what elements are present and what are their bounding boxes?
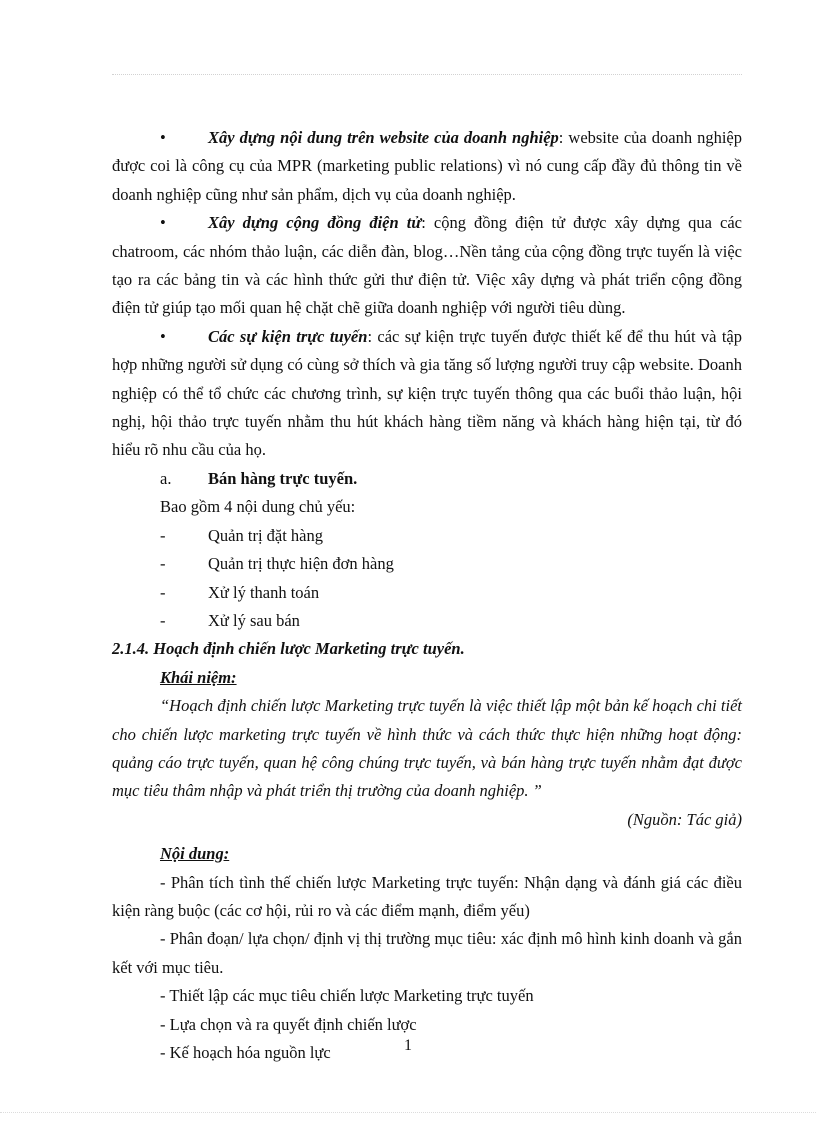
bullet-icon: • xyxy=(160,128,166,147)
bullet-term: Xây dựng nội dung trên website của doanh nghiệp xyxy=(208,128,559,147)
quote-source: (Nguồn: Tác giả) xyxy=(627,809,742,829)
content-line: - Kế hoạch hóa nguồn lực xyxy=(160,1043,331,1062)
concept-label-row xyxy=(112,664,742,692)
bullet-icon: • xyxy=(160,213,166,233)
subsection-heading-online-sales xyxy=(112,465,742,493)
bullet-text: : website của doanh nghiệp được coi là công cụ của MPR (marketing public relations) vì nó cung cấp đầy đủ thông tin về doanh nghiệp cũng như sản phẩm, dịch vụ của doanh nghiệp. xyxy=(112,128,742,204)
content-line: - Lựa chọn và ra quyết định chiến lược xyxy=(160,1014,417,1034)
content-line: - Phân tích tình thế chiến lược Marketing trực tuyến: Nhận dạng và đánh giá các điều kiện ràng buộc (các cơ hội, rủi ro và các điểm mạnh, điểm yếu) xyxy=(112,872,742,920)
page-number: 1 xyxy=(404,1037,412,1054)
list-item xyxy=(112,522,742,550)
list-item xyxy=(112,579,742,607)
list-item-text: Quản trị đặt hàng xyxy=(208,525,324,545)
content-label-row xyxy=(112,840,742,868)
footer-dotted-rule xyxy=(0,1112,816,1113)
list-item-text: Xử lý thanh toán xyxy=(208,582,320,602)
list-item-text: Xử lý sau bán xyxy=(208,610,300,630)
content-line: - Phân đoạn/ lựa chọn/ định vị thị trường mục tiêu: xác định mô hình kinh doanh và gắn kết với mục tiêu. xyxy=(112,929,742,977)
dash-marker: - xyxy=(160,525,166,545)
content-line: - Thiết lập các mục tiêu chiến lược Marketing trực tuyến xyxy=(160,986,534,1006)
list-item-text: Quản trị thực hiện đơn hàng xyxy=(208,554,394,574)
header-dotted-rule xyxy=(112,74,742,75)
list-item xyxy=(112,550,742,578)
dash-marker: - xyxy=(160,582,166,602)
subsection-title: Bán hàng trực tuyến. xyxy=(208,468,358,488)
bullet-paragraph-online-events xyxy=(112,323,742,465)
dash-marker: - xyxy=(160,610,166,630)
sales-intro: Bao gồm 4 nội dung chủ yếu: xyxy=(160,497,356,517)
subsection-label: a. xyxy=(160,468,172,488)
bullet-paragraph-e-community xyxy=(112,209,742,323)
definition-quote: “Hoạch định chiến lược Marketing trực tuyến là việc thiết lập một bản kế hoạch chi tiết cho chiến lược marketing trực tuyến về hình thức và cách thức thực hiện những hoạt động: quảng cáo trực tuyến, quan hệ công chúng trực tuyến, và bán hàng trực tuyến nhằm đạt được mục tiêu thâm nhập và phát triển thị trường của doanh nghiệp. ” xyxy=(112,696,742,801)
bullet-text: : cộng đồng điện tử được xây dựng qua các chatroom, các nhóm thảo luận, các diễn đàn, blog…Nền tảng của cộng đồng trực tuyến là việc tạo ra các bảng tin và các hình thức gửi thư điện tử. Việc xây dựng và phát triển cộng đồng điện tử giúp tạo mối quan hệ chặt chẽ giữa doanh nghiệp với người tiêu dùng. xyxy=(112,213,742,318)
content-label: Nội dung: xyxy=(160,844,230,864)
bullet-icon: • xyxy=(160,326,166,346)
bullet-term: Các sự kiện trực tuyến xyxy=(208,326,368,346)
dash-marker: - xyxy=(160,554,166,574)
bullet-term: Xây dựng cộng đồng điện tử xyxy=(208,213,422,233)
concept-label: Khái niệm: xyxy=(160,667,237,687)
document-body xyxy=(112,124,742,1067)
list-item xyxy=(112,607,742,635)
bullet-paragraph-website-content xyxy=(112,124,742,209)
section-heading: 2.1.4. Hoạch định chiến lược Marketing trực tuyến. xyxy=(112,639,465,659)
bullet-text: : các sự kiện trực tuyến được thiết kế để thu hút và tập hợp những người sử dụng có cùng sở thích và gia tăng số lượng người truy cập website. Doanh nghiệp có thể tổ chức các chương trình, sự kiện trực tuyến thông qua các buổi thảo luận, hội nghị, hội thảo trực tuyến nhằm thu hút khách hàng tiềm năng và khách hàng hiện tại, từ đó hiểu rõ nhu cầu của họ. xyxy=(112,326,742,460)
